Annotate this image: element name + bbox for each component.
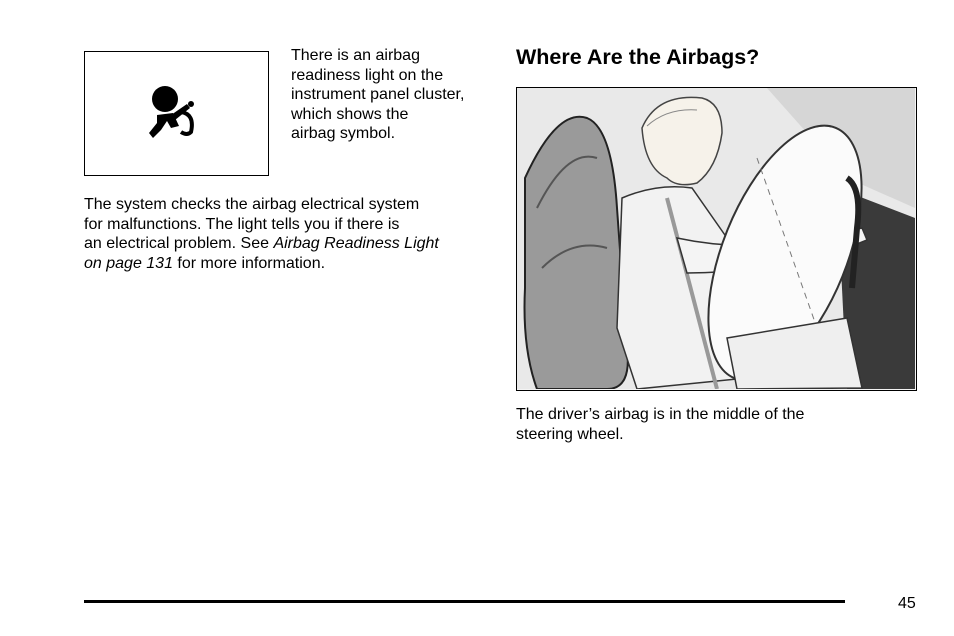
airbag-readiness-icon (143, 82, 213, 144)
icon-description (291, 46, 496, 144)
text-line (84, 234, 494, 254)
cross-reference-link[interactable]: Airbag Readiness Light (273, 235, 439, 252)
illustration-drawing (517, 88, 915, 389)
section-heading: Where Are the Airbags? (516, 45, 760, 69)
driver-airbag-illustration (516, 87, 917, 391)
text-line: instrument panel cluster, (291, 86, 465, 103)
text-line: which shows the (291, 105, 409, 123)
illustration-caption (516, 405, 906, 444)
text-line: for malfunctions. The light tells you if there is (84, 215, 400, 233)
text-segment: an electrical problem. See (84, 235, 274, 252)
text-line: The driver’s airbag is in the middle of the (516, 406, 805, 423)
text-segment: for more information. (172, 254, 326, 272)
airbag-symbol-box (84, 51, 269, 176)
text-line: airbag symbol. (291, 125, 396, 142)
footer-rule (84, 600, 845, 603)
text-line: steering wheel. (516, 425, 624, 443)
text-line: There is an airbag (291, 47, 420, 64)
page-number: 45 (898, 595, 916, 612)
cross-reference-link[interactable]: on page 131 (84, 254, 173, 272)
text-line: The system checks the airbag electrical system (84, 196, 420, 213)
text-line: readiness light on the (291, 66, 444, 84)
body-paragraph (84, 195, 494, 273)
text-line (84, 254, 494, 274)
